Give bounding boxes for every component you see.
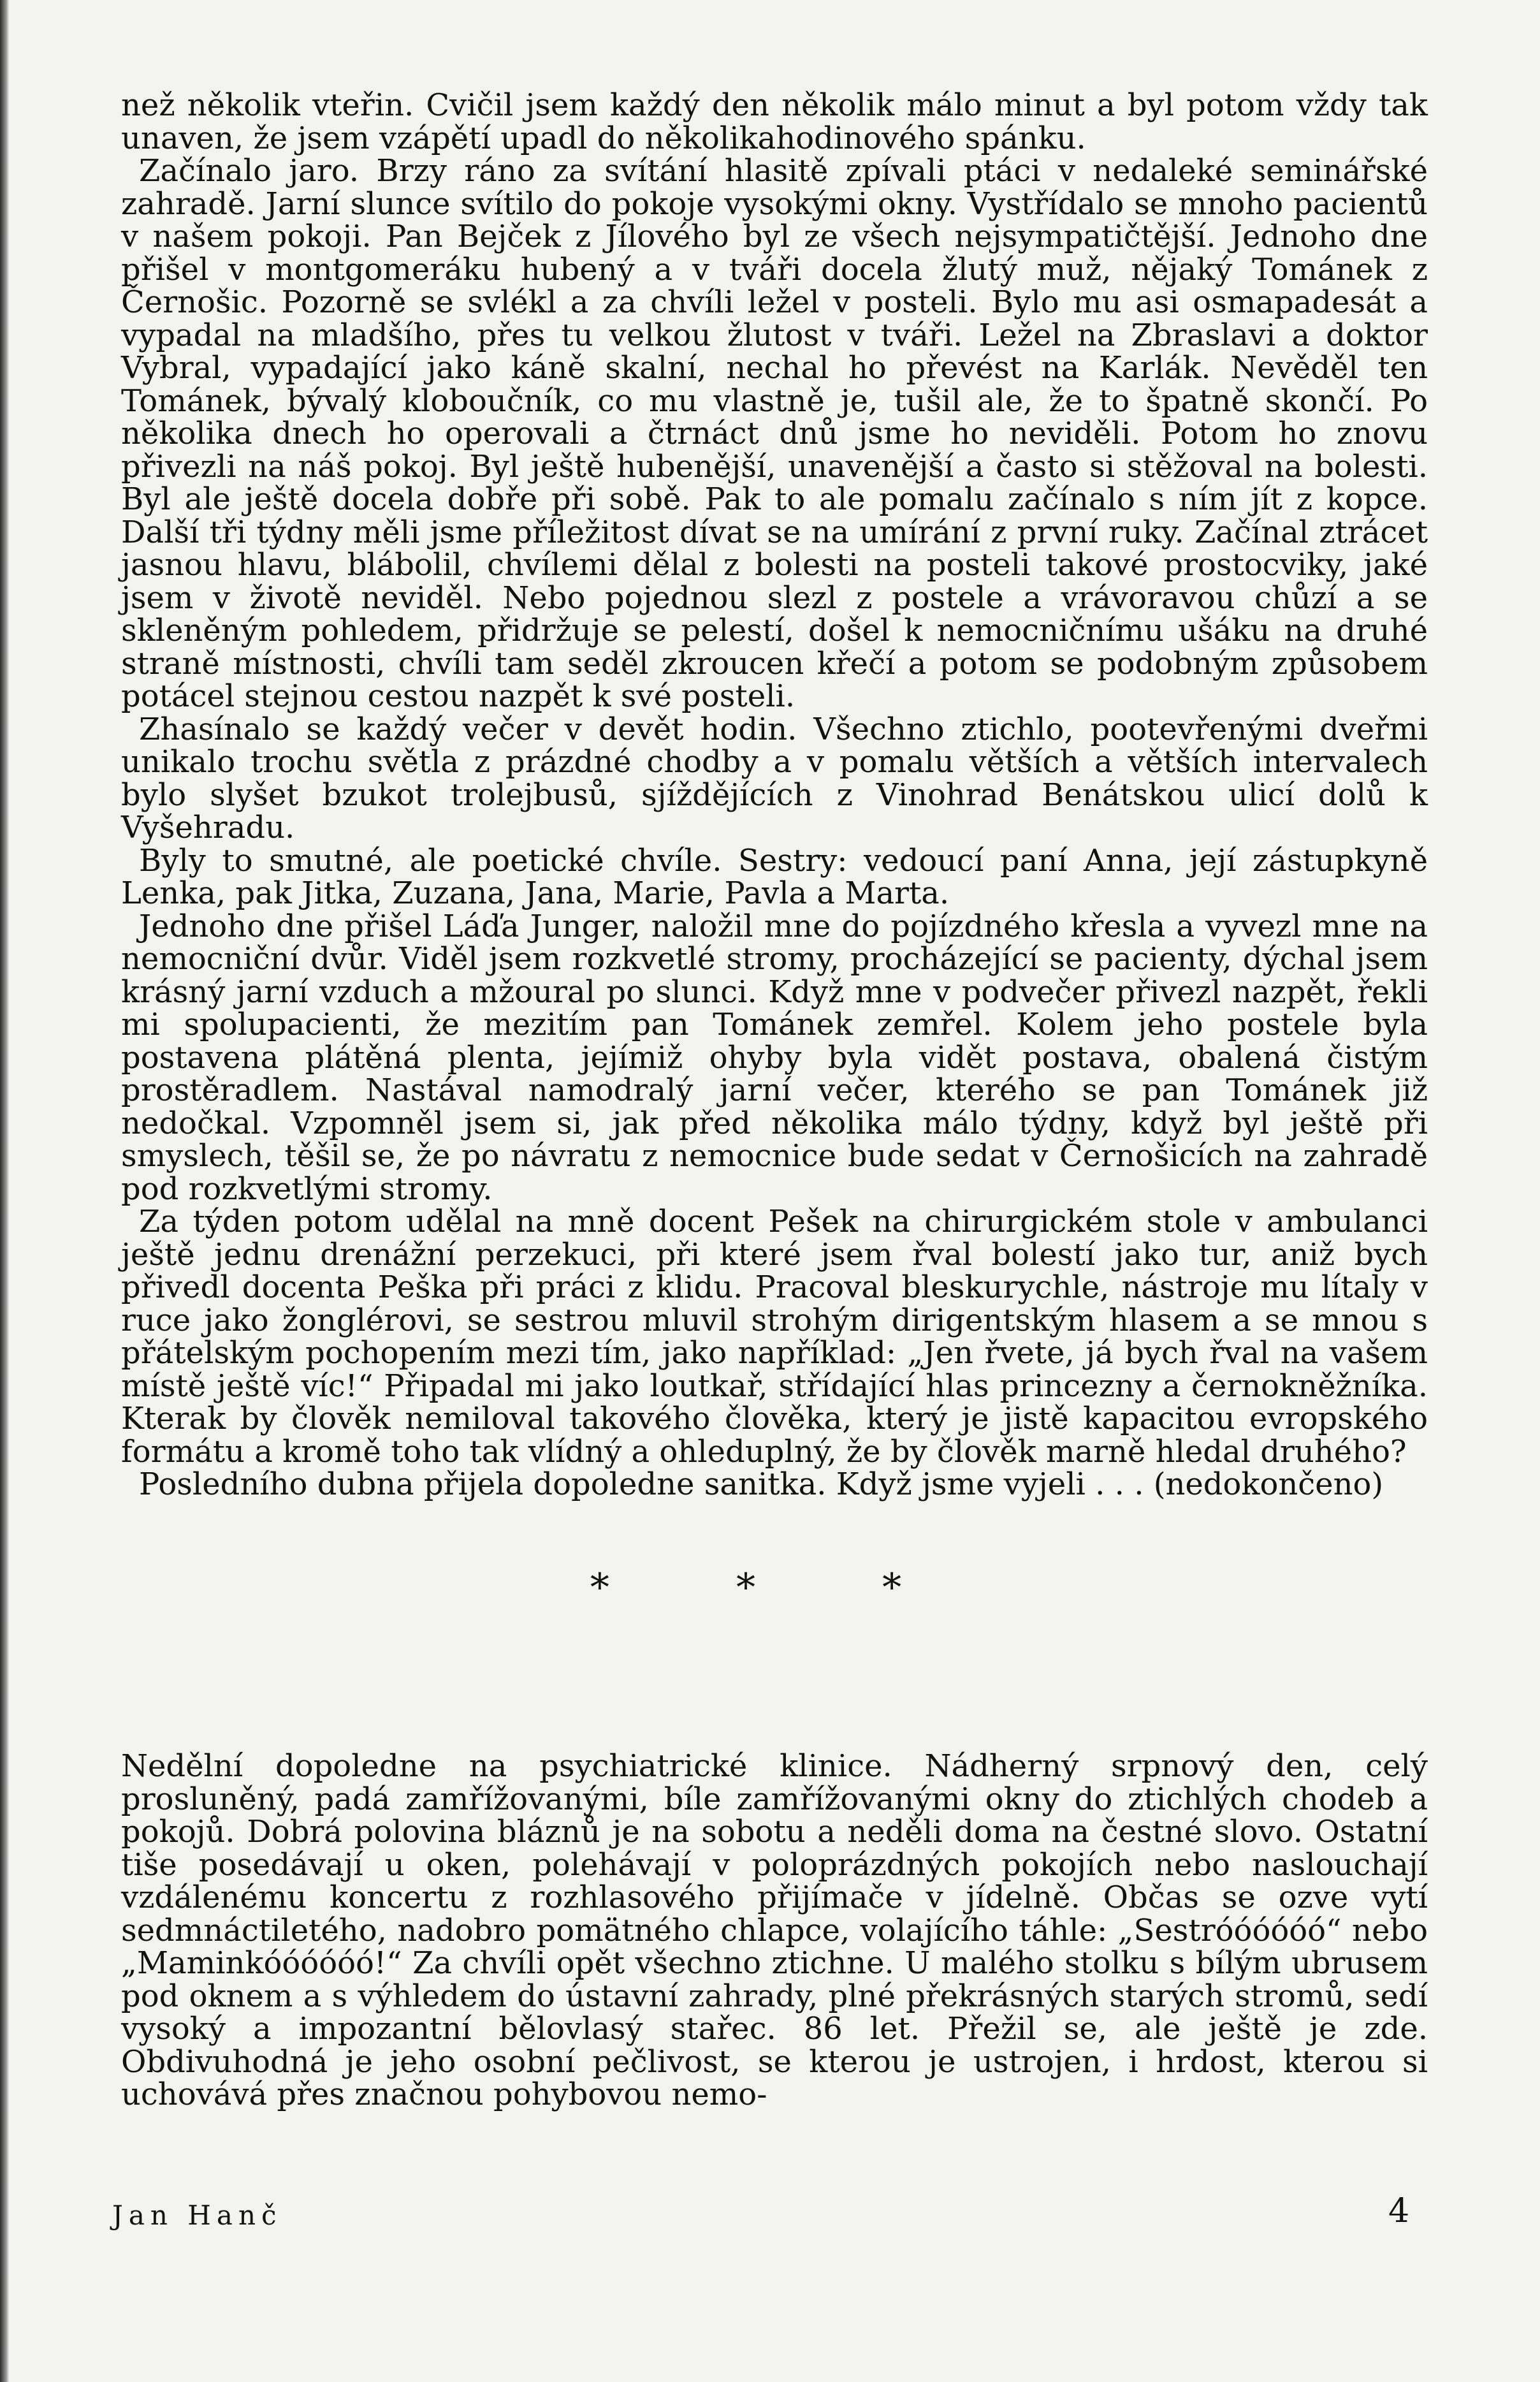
paragraph-3: Zhasínalo se každý večer v devět hodin. Všechno ztichlo, pootevřenými dveřmi unikalo trochu světla z prázdné chodby a v pomalu větších a větších intervalech bylo slyšet bzukot trolejbusů, sjíždějících z Vinohrad Benátskou ulicí dolů k Vyšehradu. (121, 711, 1428, 845)
paragraph-6: Za týden potom udělal na mně docent Pešek na chirurgickém stole v ambulanci ještě jednu drenážní perzekuci, při které jsem řval bolestí jako tur, aniž bych přivedl docenta Peška při práci z klidu. Pracoval bleskurychle, nástroje mu lítaly v ruce jako žonglérovi, se sestrou mluvil strohým dirigentským hlasem a se mnou s přátelským pochopením mezi tím, jako například: „Jen řvete, já bych řval na vašem místě ještě víc!“ Připadal mi jako loutkař, střídající hlas princezny a černokněžníka. Kterak by člověk nemiloval takového člověka, který je jistě kapacitou evropského formátu a kromě toho tak vlídný a ohleduplný, že by člověk marně hledal druhého? (121, 1204, 1428, 1470)
section-divider: * * * (590, 1565, 959, 1610)
article-body (121, 89, 1428, 1502)
paragraph-2: Začínalo jaro. Brzy ráno za svítání hlasitě zpívali ptáci v nedaleké seminářské zahradě. Jarní slunce svítilo do pokoje vysokými okny. Vystřídalo se mnoho pacientů v našem pokoji. Pan Bejček z Jílového byl ze všech nejsympatičtější. Jednoho dne přišel v montgomeráku hubený a v tváři docela žlutý muž, nějaký Tománek z Černošic. Pozorně se svlékl a za chvíli ležel v posteli. Bylo mu asi osmapadesát a vypadal na mladšího, přes tu velkou žlutost v tváři. Ležel na Zbraslavi a doktor Vybral, vypadající jako káně skalní, nechal ho převést na Karlák. Nevěděl ten Tománek, bývalý kloboučník, co mu vlastně je, tušil ale, že to špatně skončí. Po několika dnech ho operovali a čtrnáct dnů jsme ho neviděli. Potom ho znovu přivezli na náš pokoj. Byl ještě hubenější, unavenější a často si stěžoval na bolesti. Byl ale ještě docela dobře při sobě. Pak to ale pomalu začínalo s ním jít z kopce. Další tři týdny měli jsme příležitost dívat se na umírání z první ruky. Začínal ztrácet jasnou hlavu, blábolil, chvílemi dělal z bolesti na posteli takové prostocviky, jaké jsem v životě neviděl. Nebo pojednou slezl z postele a vrávoravou chůzí a se skleněným pohledem, přidržuje se pelestí, došel k nemocničnímu ušáku na druhé straně místnosti, chvíli tam seděl zkroucen křečí a potom se podobným způsobem potácel stejnou cestou nazpět k své posteli. (121, 153, 1428, 714)
paragraph-5: Jednoho dne přišel Láďa Junger, naložil mne do pojízdného křesla a vyvezl mne na nemocniční dvůr. Viděl jsem rozkvetlé stromy, procházející se pacienty, dýchal jsem krásný jarní vzduch a mžoural po slunci. Když mne v podvečer přivezl nazpět, řekli mi spolupacienti, že mezitím pan Tománek zemřel. Kolem jeho postele byla postavena plátěná plenta, jejímiž ohyby byla vidět postava, obalená čistým prostěradlem. Nastával namodralý jarní večer, kterého se pan Tománek již nedočkal. Vzpomněl jsem si, jak před několika málo týdny, když byl ještě při smyslech, těšil se, že po návratu z nemocnice bude sedat v Černošicích na zahradě pod rozkvetlými stromy. (121, 908, 1428, 1207)
paragraph-1: než několik vteřin. Cvičil jsem každý den několik málo minut a byl potom vždy tak unaven, že jsem vzápětí upadl do několikahodinového spánku. (121, 87, 1428, 156)
paragraph-4: Byly to smutné, ale poetické chvíle. Sestry: vedoucí paní Anna, její zástupkyně Lenka, pak Jitka, Zuzana, Jana, Marie, Pavla a Marta. (121, 842, 1428, 911)
page-binding-edge (0, 0, 9, 2382)
second-section (121, 1750, 1428, 2112)
second-section-paragraph: Nedělní dopoledne na psychiatrické klinice. Nádherný srpnový den, celý prosluněný, padá zamřížovanými, bíle zamřížovanými okny do ztichlých chodeb a pokojů. Dobrá polovina bláznů je na sobotu a neděli doma na čestné slovo. Ostatní tiše posedávají u oken, polehávají v poloprázdných pokojích nebo naslouchají vzdálenému koncertu z rozhlasového přijímače v jídelně. Občas se ozve vytí sedmnáctiletého, nadobro pomätného chlapce, volajícího táhle: „Sestróóóóóó“ nebo „Maminkóóóóóó!“ Za chvíli opět všechno ztichne. U malého stolku s bílým ubrusem pod oknem a s výhledem do ústavní zahrady, plné překrásných starých stromů, sedí vysoký a impozantní bělovlasý stařec. 86 let. Přežil se, ale ještě je zde. Obdivuhodná je jeho osobní pečlivost, se kterou je ustrojen, i hrdost, kterou si uchovává přes značnou pohybovou nemo- (121, 1748, 1428, 2112)
page-number: 4 (1388, 2192, 1410, 2230)
footer-author: Jan Hanč (112, 2200, 282, 2231)
paragraph-7: Posledního dubna přijela dopoledne sanitka. Když jsme vyjeli . . . (nedokončeno) (139, 1466, 1384, 1502)
